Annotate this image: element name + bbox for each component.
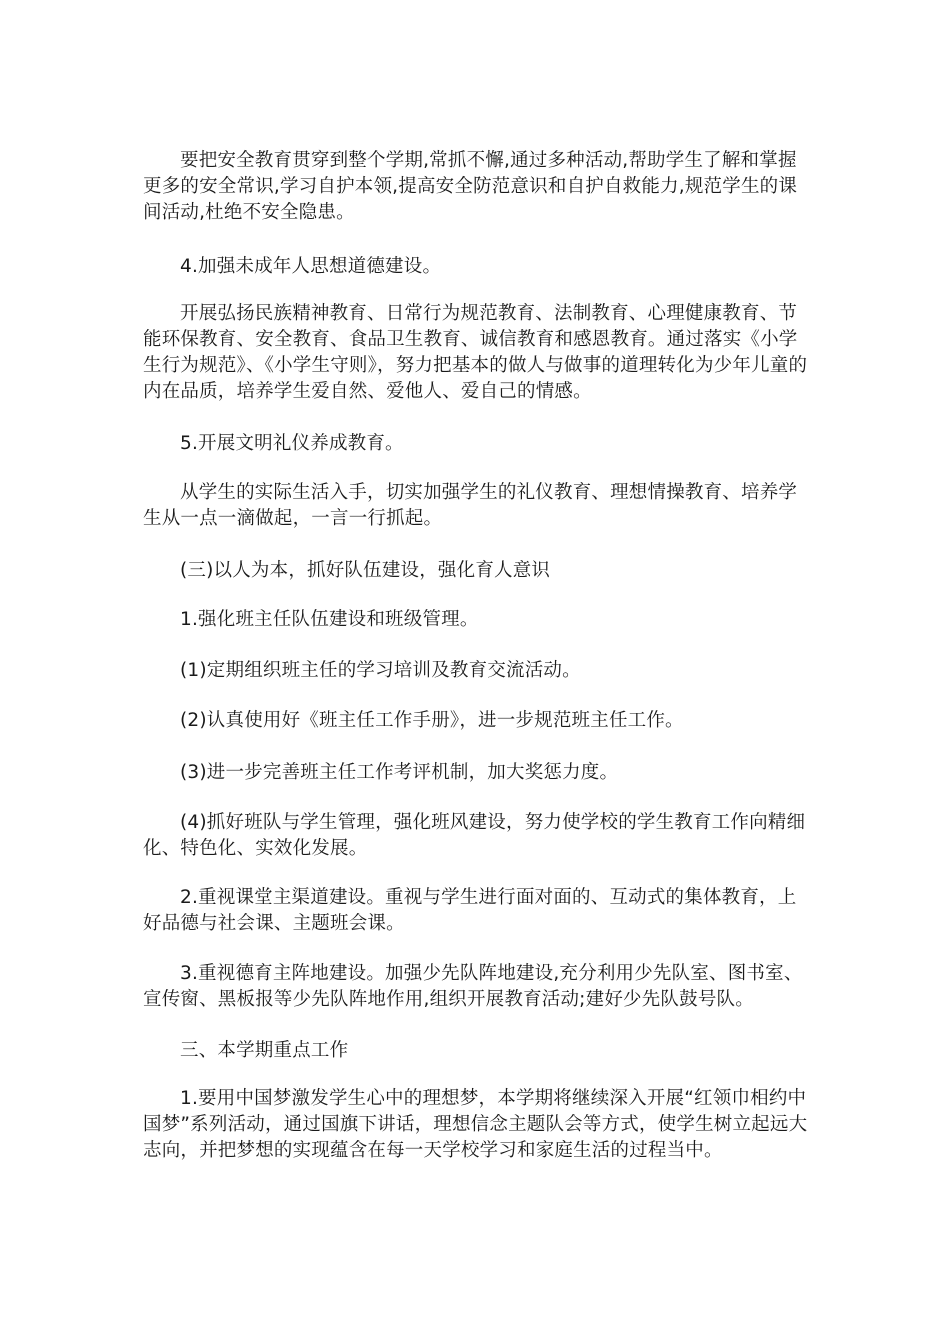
- paragraph-classroom: 2.重视课堂主渠道建设。重视与学生进行面对面的、互动式的集体教育，上好品德与社会课、主题班会课。: [143, 887, 797, 934]
- heading-key-work: 三、本学期重点工作: [180, 1040, 349, 1061]
- heading-team-building: (三)以人为本，抓好队伍建设，强化育人意识: [180, 560, 551, 581]
- paragraph-etiquette: 从学生的实际生活入手，切实加强学生的礼仪教育、理想情操教育、培养学生从一点一滴做起，一言一行抓起。: [143, 482, 798, 529]
- paragraph-china-dream: 1.要用中国梦激发学生心中的理想梦，本学期将继续深入开展“红领巾相约中国梦”系列活动，通过国旗下讲话，理想信念主题队会等方式，使学生树立起远大志向，并把梦想的实现蕴含在每一天学校学习和家庭生活的过程当中。: [143, 1088, 808, 1161]
- heading-class-teacher: 1.强化班主任队伍建设和班级管理。: [180, 609, 479, 630]
- list-item-evaluation: (3)进一步完善班主任工作考评机制，加大奖惩力度。: [180, 762, 619, 783]
- heading-etiquette-education: 5.开展文明礼仪养成教育。: [180, 433, 404, 454]
- list-item-management: (4)抓好班队与学生管理，强化班风建设，努力使学校的学生教育工作向精细化、特色化、实效化发展。: [143, 812, 806, 859]
- list-item-handbook: (2)认真使用好《班主任工作手册》，进一步规范班主任工作。: [180, 710, 684, 731]
- paragraph-front-line: 3.重视德育主阵地建设。加强少先队阵地建设,充分利用少先队室、图书室、宣传窗、黑板报等少先队阵地作用,组织开展教育活动;建好少先队鼓号队。: [143, 963, 803, 1010]
- paragraph-safety-education: 要把安全教育贯穿到整个学期,常抓不懈,通过多种活动,帮助学生了解和掌握更多的安全常识,学习自护本领,提高安全防范意识和自护自救能力,规范学生的课间活动,杜绝不安全隐患。: [143, 150, 798, 223]
- heading-moral-construction: 4.加强未成年人思想道德建设。: [180, 256, 442, 277]
- paragraph-spirit-education: 开展弘扬民族精神教育、日常行为规范教育、法制教育、心理健康教育、节能环保教育、安全教育、食品卫生教育、诚信教育和感恩教育。通过落实《小学生行为规范》、《小学生守则》，努力把基本的做人与做事的道理转化为少年儿童的内在品质，培养学生爱自然、爱他人、爱自己的情感。: [143, 303, 808, 402]
- list-item-training: (1)定期组织班主任的学习培训及教育交流活动。: [180, 660, 581, 681]
